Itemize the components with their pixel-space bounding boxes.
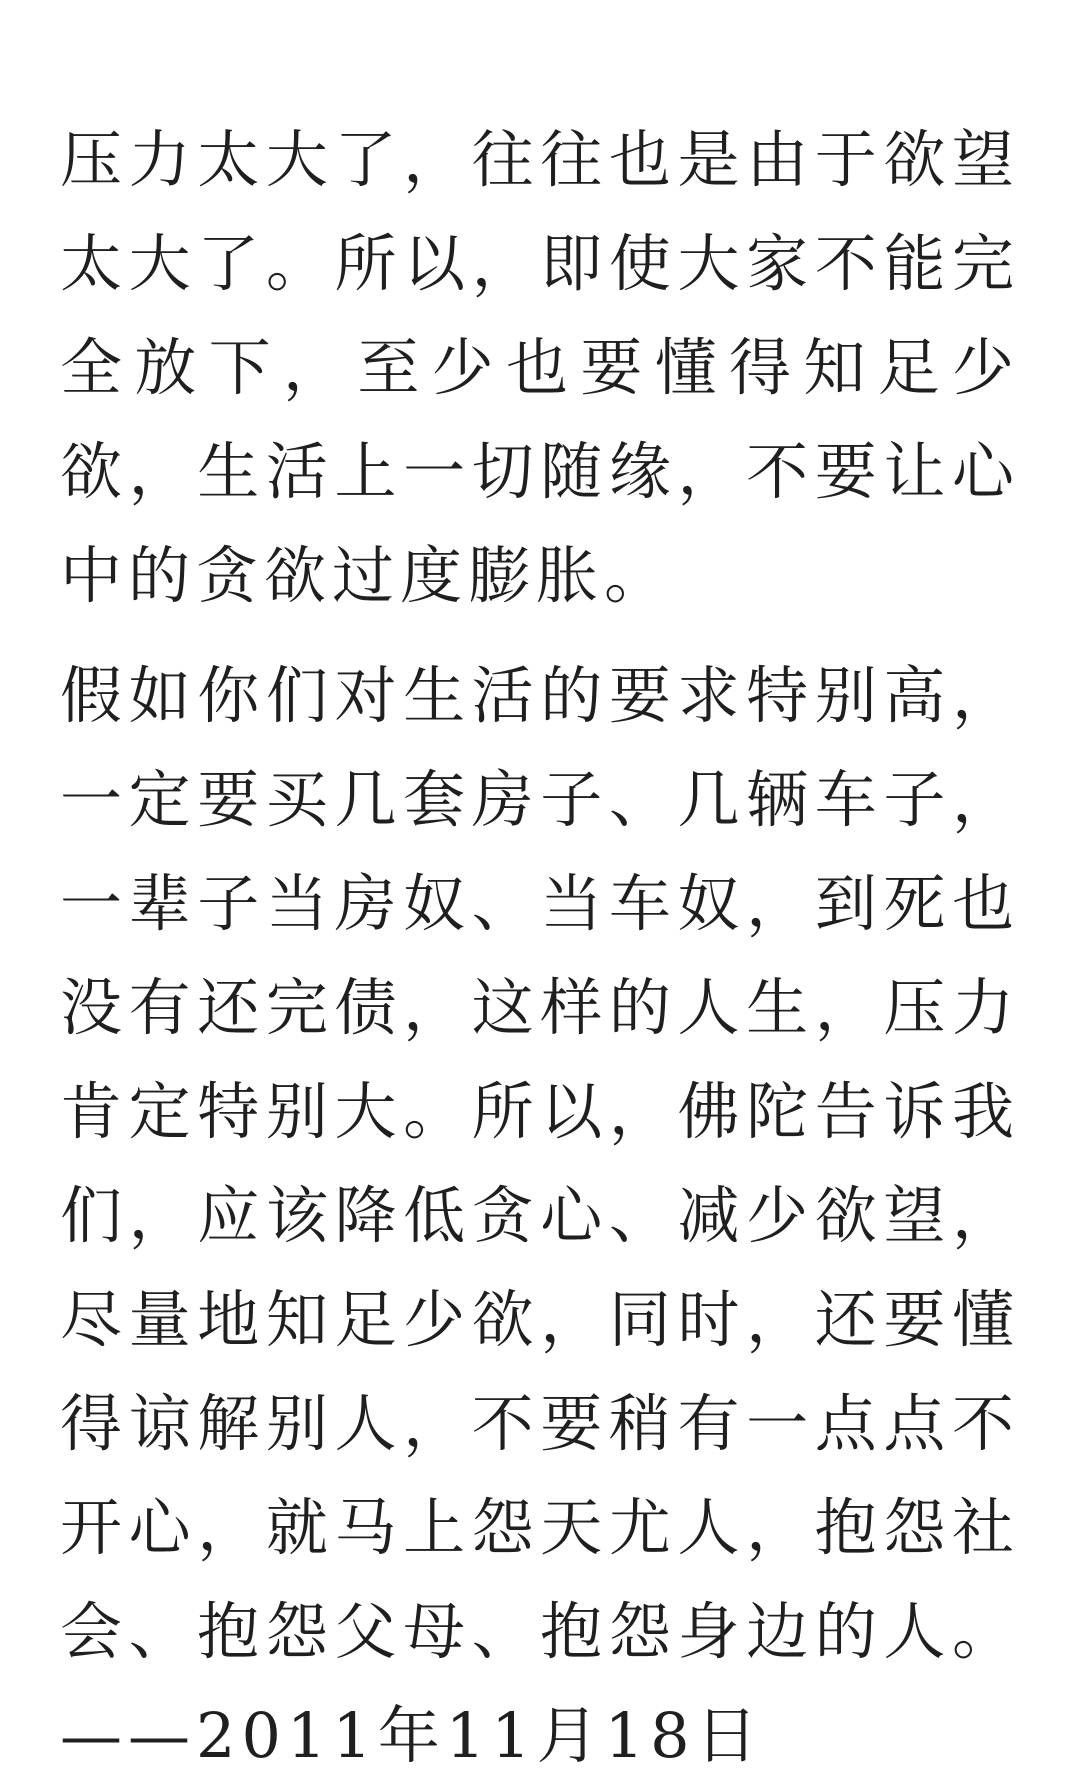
paragraph-2: 假如你们对生活的要求特别高，一定要买几套房子、几辆车子，一辈子当房奴、当车奴，到死也没有还完债，这样的人生，压力肯定特别大。所以，佛陀告诉我们，应该降低贪心、减少欲望，尽量地知足少欲，同时，还要懂得谅解别人，不要稍有一点点不开心，就马上怨天尤人，抱怨社会、抱怨父母、抱怨身边的人。——2011年11月18日	[60, 659, 1020, 1772]
paragraph-1: 压力太大了，往往也是由于欲望太大了。所以，即使大家不能完全放下，至少也要懂得知足少欲，生活上一切随缘，不要让心中的贪欲过度膨胀。	[60, 123, 1020, 612]
article-body	[60, 108, 1020, 1788]
